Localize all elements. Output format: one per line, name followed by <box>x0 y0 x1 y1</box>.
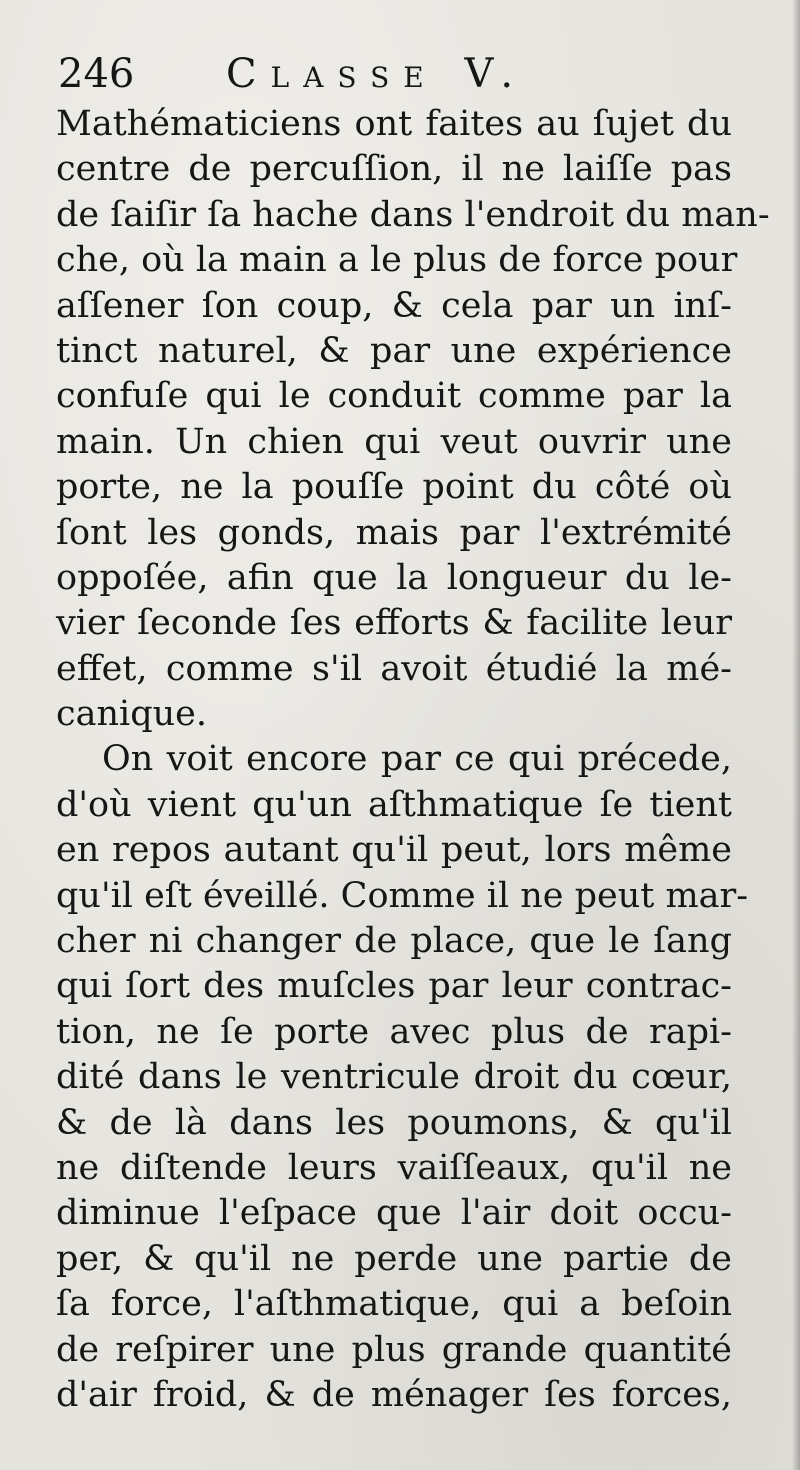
text-line: & de là dans les poumons, & qu'il <box>56 1102 732 1143</box>
text-line: ſont les gonds, mais par l'extrémité <box>56 512 732 553</box>
text-line: tion, ne ſe porte avec plus de rapi- <box>56 1011 732 1052</box>
text-line: On voit encore par ce qui précede, <box>102 739 732 780</box>
text-line: ſa force, l'aſthmatique, qui a beſoin <box>56 1284 732 1325</box>
text-line: d'air froid, & de ménager ſes forces, <box>56 1374 732 1415</box>
text-line: de reſpirer une plus grande quantité <box>56 1329 732 1370</box>
text-line: vier ſeconde ſes efforts & facilite leur <box>56 603 732 644</box>
text-line: Mathématiciens ont faites au ſujet du <box>56 104 732 144</box>
page-header <box>58 50 738 98</box>
text-line: canique. <box>56 694 207 735</box>
text-line: de ſaiſir ſa hache dans l'endroit du man- <box>56 194 770 235</box>
text-line: dité dans le ventricule droit du cœur, <box>56 1057 732 1098</box>
text-line: main. Un chien qui veut ouvrir une <box>56 421 732 462</box>
text-line: diminue l'eſpace que l'air doit occu- <box>56 1193 732 1234</box>
running-head: Classe V. <box>226 51 528 97</box>
text-line: confuſe qui le conduit comme par la <box>56 376 732 417</box>
text-line: centre de percuſſion, il ne laiſſe pas <box>56 149 732 190</box>
text-line: en repos autant qu'il peut, lors même <box>56 830 732 871</box>
text-line: qu'il eſt éveillé. Comme il ne peut mar- <box>56 875 749 916</box>
text-line: che, où la main a le plus de force pour <box>56 240 738 281</box>
text-line: qui ſort des muſcles par leur contrac- <box>56 966 732 1007</box>
text-line: cher ni changer de place, que le ſang <box>56 921 732 962</box>
body-text <box>56 102 770 1418</box>
page-number: 246 <box>58 51 135 97</box>
text-line: effet, comme s'il avoit étudié la mé- <box>56 648 732 689</box>
page-edge-shadow <box>792 0 800 1470</box>
text-line: ne diſtende leurs vaiſſeaux, qu'il ne <box>56 1147 732 1188</box>
text-line: tinct naturel, & par une expérience <box>56 330 732 371</box>
text-line: d'où vient qu'un aſthmatique ſe tient <box>56 784 732 825</box>
text-line: oppoſée, afin que la longueur du le- <box>56 557 732 598</box>
text-line: aſſener ſon coup, & cela par un inſ- <box>56 285 732 326</box>
text-line: per, & qu'il ne perde une partie de <box>56 1238 732 1279</box>
text-line: porte, ne la pouſſe point du côté où <box>56 467 732 508</box>
